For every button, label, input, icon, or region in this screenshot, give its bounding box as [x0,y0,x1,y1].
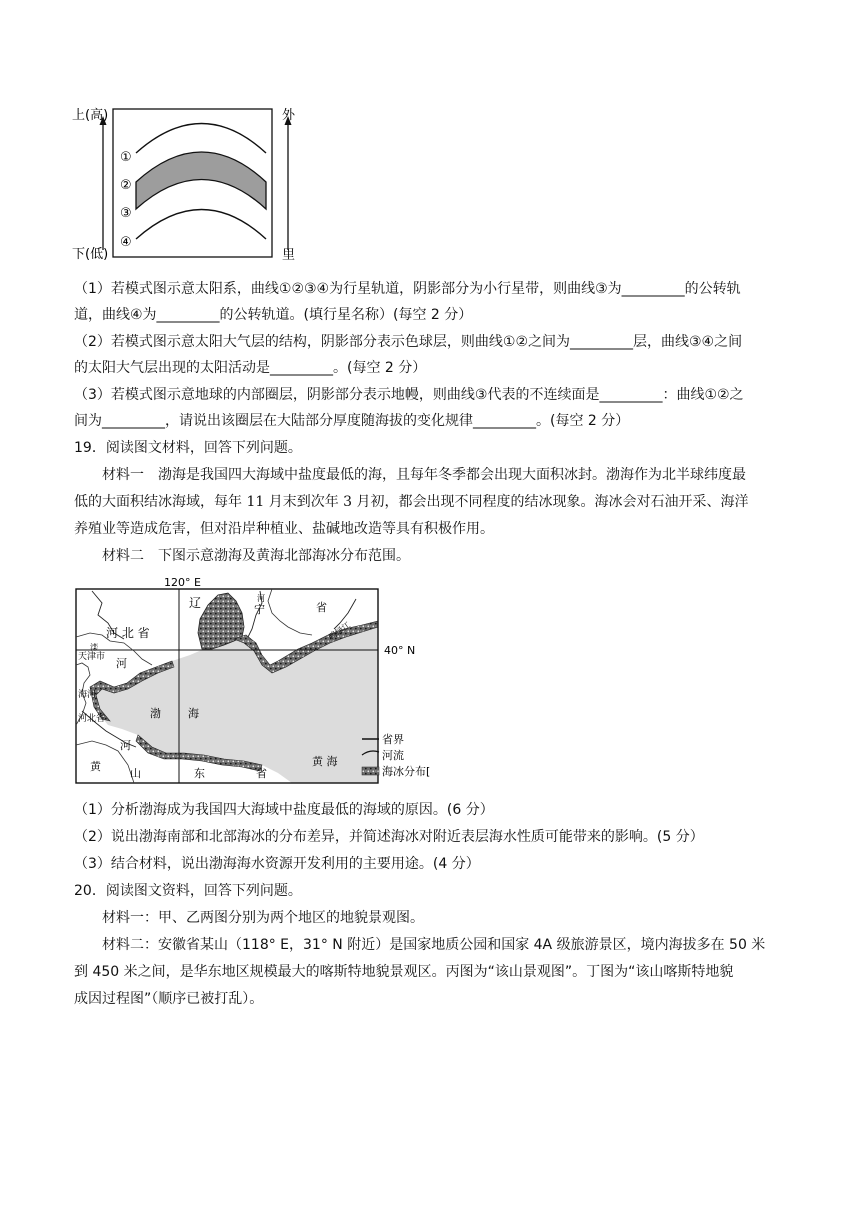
legend-ice-label: 海冰分布[ [382,765,431,778]
lat-label: 40° N [384,644,416,657]
label-luan: 滦 [90,643,98,652]
q20-material2-line2: 到 450 米之间，是华东地区规模最大的喀斯特地貌景观区。丙图为“该山景观图”。丁图为“该山喀斯特地貌 [74,964,734,980]
q20-material1: 材料一：甲、乙两图分别为两个地区的地貌景观图。 [102,910,424,926]
curve-label-1: ① [120,150,132,165]
label-river-he2: 河 [120,739,131,752]
q19-material1-line1: 材料一 渤海是我国四大海域中盐度最低的海，且每年冬季都会出现大面积冰封。渤海作为北半球纬度最 [102,467,746,483]
label-river-he: 河 [116,657,127,670]
layer-model-diagram [70,100,310,265]
q20-material2-line3: 成因过程图”（顺序已被打乱）。 [74,991,264,1007]
curve-label-3: ③ [120,206,132,221]
lon-label: 120° E [164,576,201,589]
bohai-sea-ice-map [72,575,452,787]
q18-part2-line1: （2）若模式图示意太阳大气层的结构，阴影部分表示色球层，则曲线①②之间为_________层，曲线③④之间 [74,334,743,350]
label-sheng: 省 [256,767,267,780]
label-hebei2: 河北省 [78,714,106,724]
legend-ice-symbol [362,767,379,775]
label-ning: 宁 [254,603,265,616]
label-dong: 东 [194,767,205,780]
label-hebei: 河 北 省 [106,626,150,640]
q19-question2: （2）说出渤海南部和北部海冰的分布差异，并简述海冰对附近表层海水性质可能带来的影响。(5 分） [74,829,704,845]
q20-stem: 20．阅读图文资料，回答下列问题。 [74,883,302,899]
q18-part2-line2: 的太阳大气层出现的太阳活动是_________。(每空 2 分） [74,360,427,376]
curve-1 [136,124,266,154]
label-huang: 黄 [90,760,101,773]
label-yalujiang: 鸭绿江 [327,620,352,642]
label-liao: 辽 [189,596,202,610]
curve-4 [136,210,266,240]
label-huanghai: 黄 海 [312,755,338,768]
legend-river-label: 河流 [382,749,404,762]
legend-boundary-label: 省界 [382,733,404,746]
axis-top-left-label: 上(高) [72,108,109,123]
label-liaoning-he: 河 [257,594,265,603]
q19-material2: 材料二 下图示意渤海及黄海北部海冰分布范围。 [102,548,410,564]
label-shan: 山 [130,767,141,780]
q18-part1-line1: （1）若模式图示意太阳系，曲线①②③④为行星轨道，阴影部分为小行星带，则曲线③为_________的公转轨 [74,281,741,297]
q19-question1: （1）分析渤海成为我国四大海域中盐度最低的海域的原因。(6 分） [74,802,494,818]
label-haihe: 海河 [78,690,97,700]
axis-top-right-label: 外 [282,108,296,123]
q18-part3-line2: 间为_________，请说出该圈层在大陆部分厚度随海拔的变化规律_________。(每空 2 分） [74,413,630,429]
label-tianjin: 天津市 [78,652,106,662]
q19-material1-line2: 低的大面积结冰海域，每年 11 月末到次年 3 月初，都会出现不同程度的结冰现象。海冰会对石油开采、海洋 [74,494,749,510]
label-bo: 渤 [150,707,161,720]
q18-part3-line1: （3）若模式图示意地球的内部圈层，阴影部分表示地幔，则曲线③代表的不连续面是_________：曲线①②之 [74,387,744,403]
q20-material2-line1: 材料二：安徽省某山（118° E，31° N 附近）是国家地质公园和国家 4A 级旅游景区，境内海拔多在 50 米 [102,937,766,953]
axis-bottom-right-label: 里 [282,248,296,263]
label-liaoning-sheng: 省 [316,601,327,614]
curve-label-4: ④ [120,235,132,250]
q19-material1-line3: 养殖业等造成危害，但对沿岸种植业、盐碱地改造等具有积极作用。 [74,521,494,537]
q19-stem: 19．阅读图文材料，回答下列问题。 [74,440,302,456]
curve-label-2: ② [120,178,132,193]
label-hai: 海 [188,707,199,720]
axis-bottom-left-label: 下(低) [72,247,109,262]
q18-part1-line2: 道，曲线④为_________的公转轨道。(填行星名称）(每空 2 分） [74,307,473,323]
q19-question3: （3）结合材料，说出渤海海水资源开发利用的主要用途。(4 分） [74,856,480,872]
shaded-band [136,152,266,209]
